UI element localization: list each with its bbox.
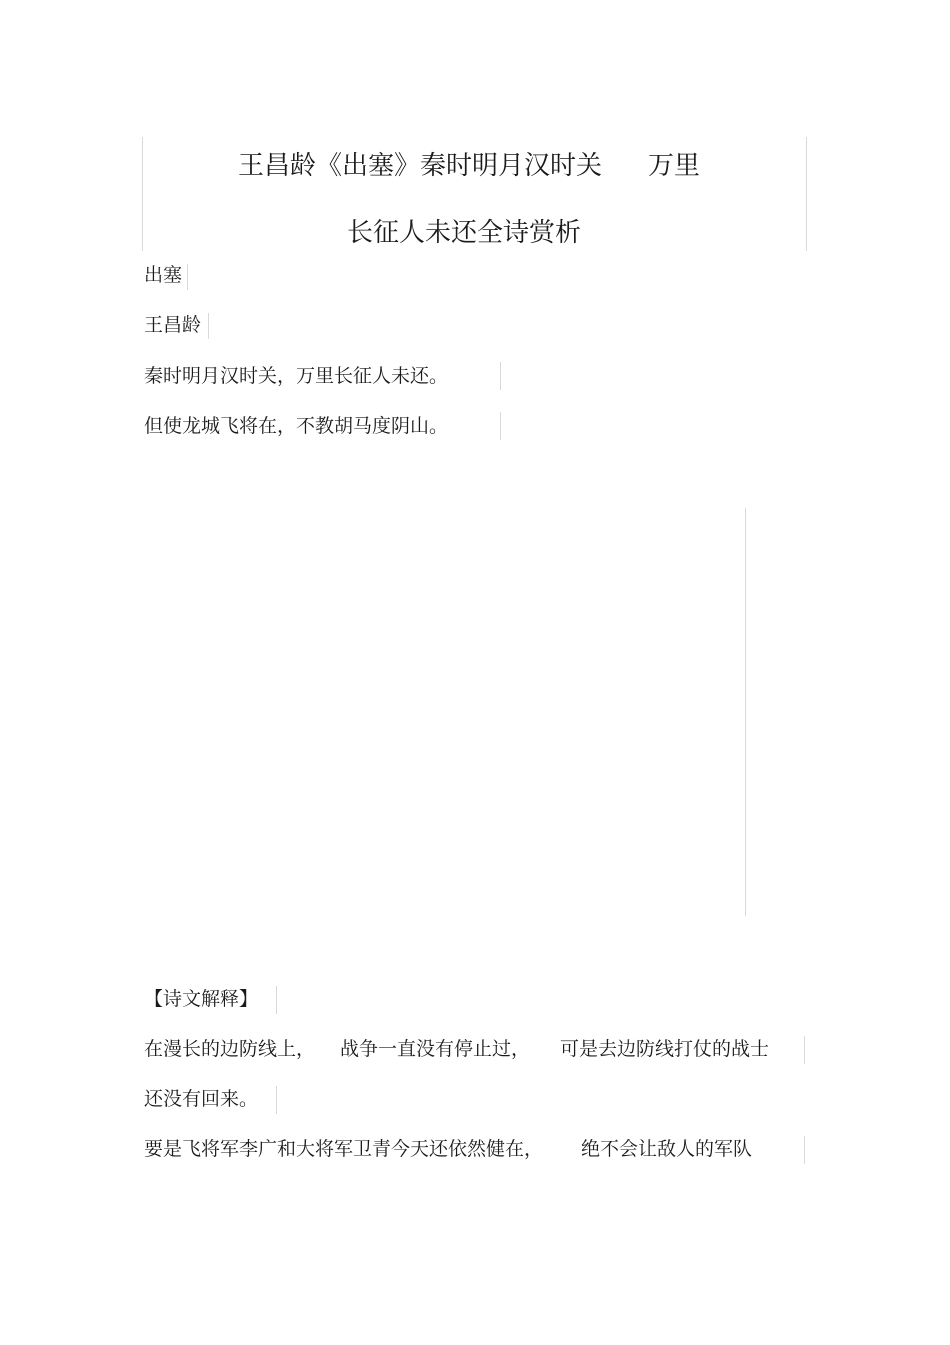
poem-author-rule: [208, 313, 209, 339]
title-line-1: [238, 153, 700, 179]
poem-line-1: 秦时明月汉时关，万里长征人未还。: [144, 365, 449, 387]
expl-line1-rule: [804, 1036, 805, 1064]
expl-line3-rule: [804, 1136, 805, 1164]
poem-line1-rule: [500, 362, 501, 390]
explanation-heading: 【诗文解释】: [144, 988, 259, 1010]
title-line-2-text: 长征人未还全诗赏析: [347, 218, 582, 248]
poem-name: 出塞: [144, 264, 183, 286]
explanation-line-3-part-2: 绝不会让敌人的军队: [581, 1138, 753, 1160]
title-line-1-part-2: 万里: [648, 151, 701, 181]
explanation-line-1-part-2: 战争一直没有停止过，: [340, 1038, 531, 1060]
explanation-line-1-part-3: 可是去边防线打仗的战士: [560, 1038, 770, 1060]
poem-line2-rule: [500, 412, 501, 440]
poem-author: 王昌龄: [144, 314, 202, 336]
poem-line-2: 但使龙城飞将在，不教胡马度阴山。: [144, 415, 449, 437]
explanation-line-3: [144, 1140, 752, 1159]
expl-line2-rule: [276, 1086, 277, 1114]
heading-rule: [276, 986, 277, 1014]
page-side-rule: [745, 508, 746, 916]
poem-name-rule: [187, 264, 188, 290]
explanation-line-1: [144, 1040, 769, 1059]
explanation-line-3-part-1: 要是飞将军李广和大将军卫青今天还依然健在，: [144, 1138, 544, 1160]
title-left-rule: [142, 137, 143, 251]
explanation-line-2: 还没有回来。: [144, 1088, 259, 1110]
title-line-1-part-1: 王昌龄《出塞》秦时明月汉时关: [238, 151, 603, 181]
explanation-line-1-part-1: 在漫长的边防线上，: [144, 1038, 316, 1060]
title-right-rule: [806, 137, 807, 251]
title-line-2: [347, 220, 581, 246]
